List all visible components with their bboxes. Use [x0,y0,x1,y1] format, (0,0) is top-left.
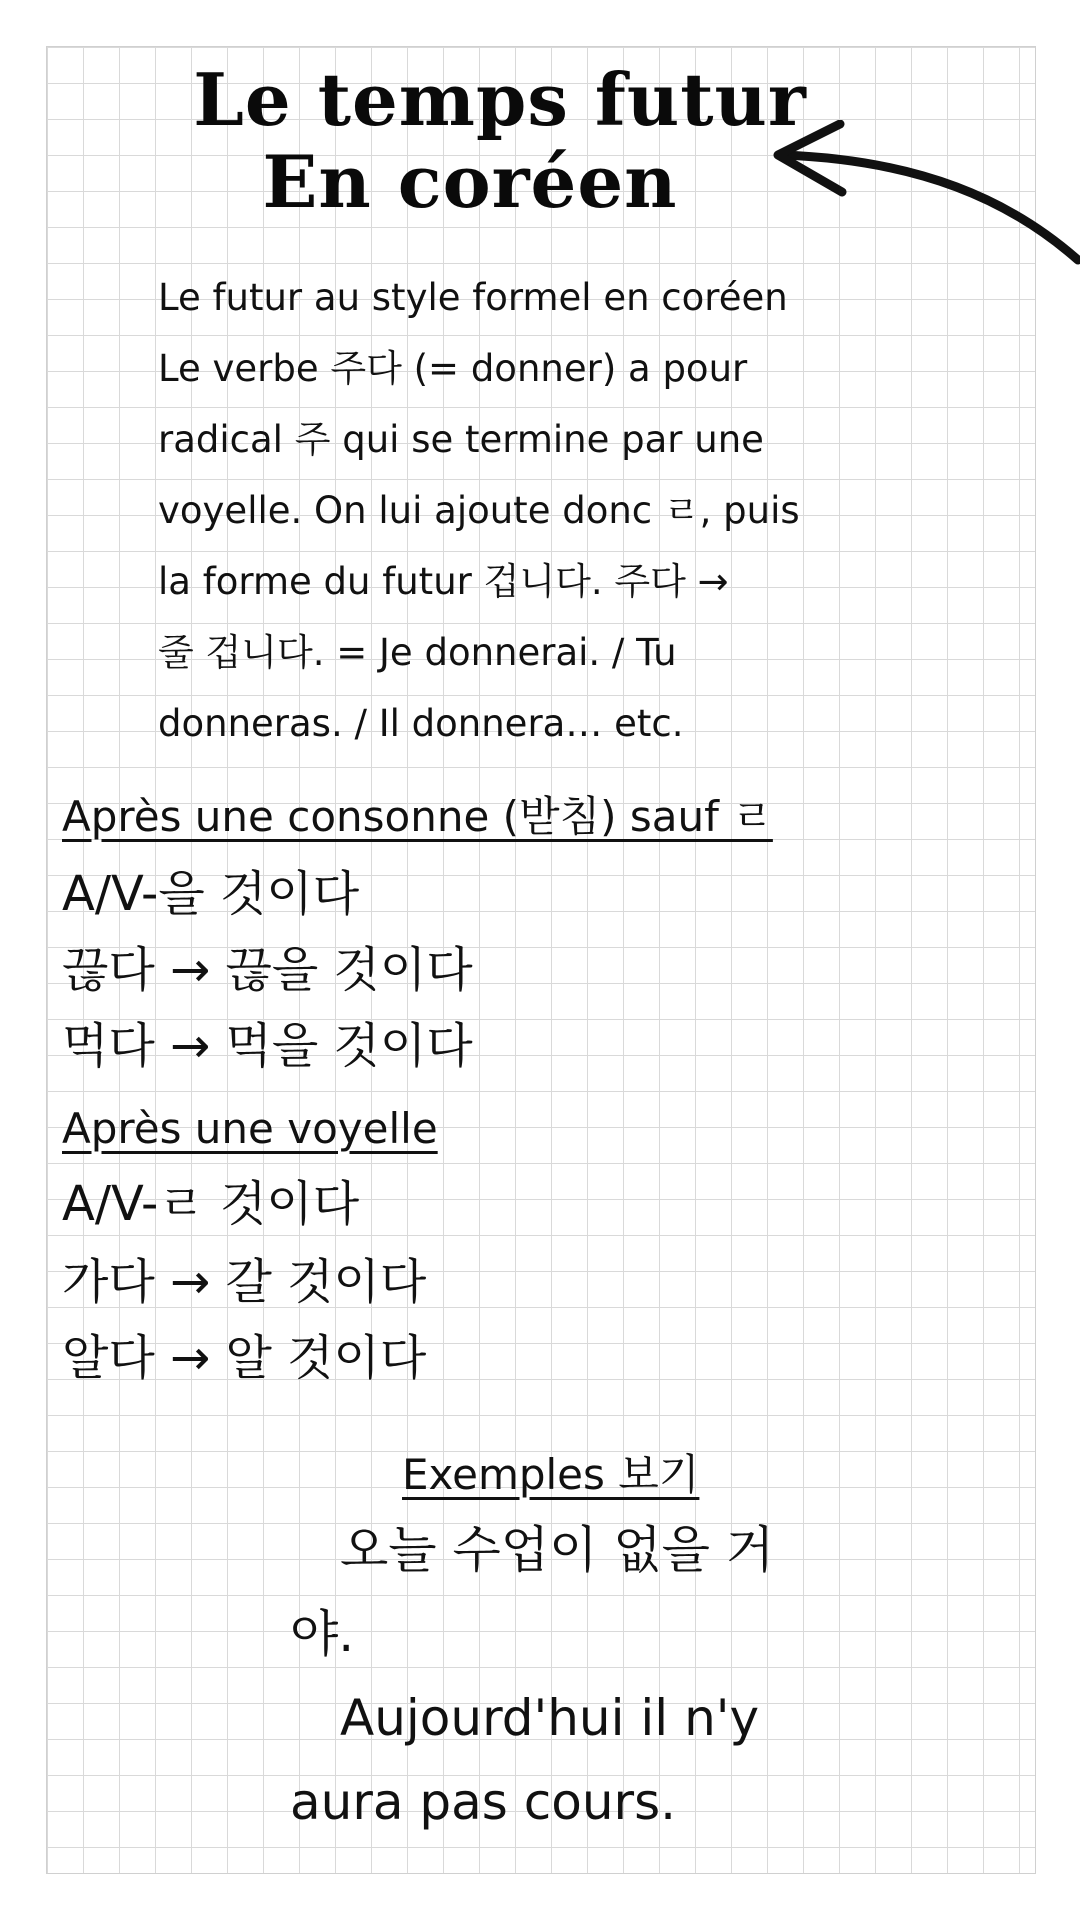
consonant-section-heading: Après une consonne (받침) sauf ㄹ [62,792,773,841]
intro-line: Le futur au style formel en coréen [158,276,788,319]
intro-line: la forme du futur 겁니다. 주다 → [158,560,729,603]
intro-line: Le verbe 주다 (= donner) a pour [158,347,748,390]
vowel-rule-line: A/V-ㄹ 것이다 [62,1176,360,1232]
page-title-line-2: En coréen [262,139,678,224]
intro-paragraph [158,262,858,759]
consonant-rule-line: 먹다 → 먹을 것이다 [62,1018,473,1074]
vowel-rule-line: 알다 → 알 것이다 [62,1330,427,1386]
example-french-translation: Aujourd'hui il n'y aura pas cours. [290,1689,760,1831]
intro-line: donneras. / Il donnera… etc. [158,702,684,745]
page-title-line-1: Le temps futur [193,57,807,142]
vowel-section-heading: Après une voyelle [62,1104,438,1153]
intro-line: 줄 겁니다. = Je donnerai. / Tu [158,631,677,674]
intro-line: radical 주 qui se termine par une [158,418,764,461]
curved-arrow-icon [760,120,1080,280]
examples-heading: Exemples 보기 [402,1450,700,1499]
consonant-rule-line: 끊다 → 끊을 것이다 [62,942,473,998]
intro-line: voyelle. On lui ajoute donc ㄹ, puis [158,489,800,532]
example-korean-sentence: 오늘 수업이 없을 거야. [290,1521,775,1663]
vowel-rule-line: 가다 → 갈 것이다 [62,1254,427,1310]
consonant-rule-line: A/V-을 것이다 [62,866,360,922]
